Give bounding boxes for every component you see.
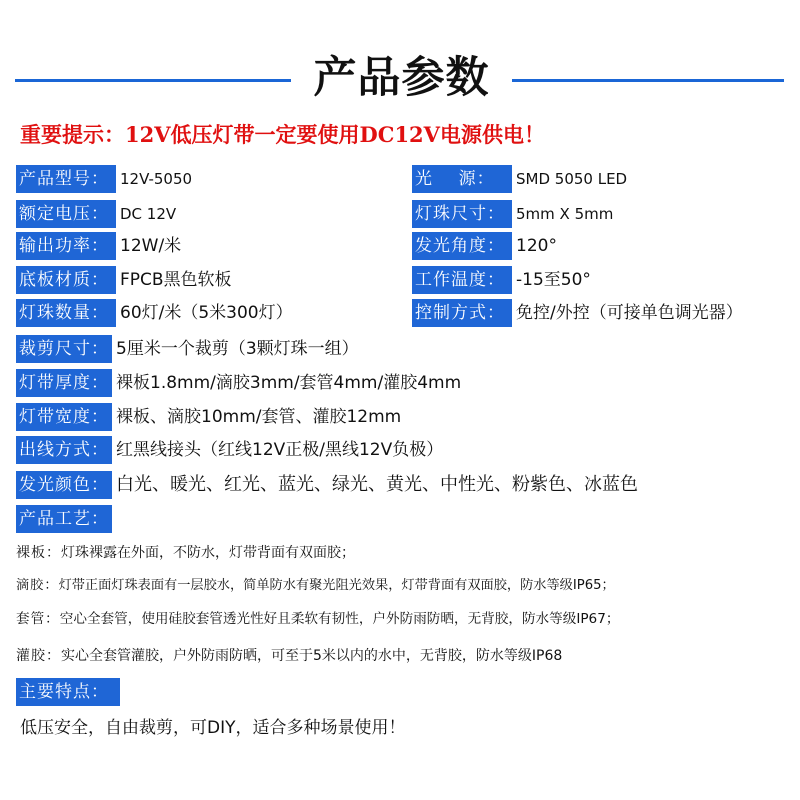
craft-item-epoxy: [16, 571, 615, 601]
param-light-source: [412, 165, 627, 193]
param-value: 裸板1.8mm/滴胶3mm/套管4mm/灌胶4mm: [116, 373, 462, 393]
param-label: 底板材质：: [16, 266, 116, 294]
craft-name: 灌胶：: [16, 648, 61, 664]
param-label: 光 源：: [412, 165, 512, 193]
param-label: 控制方式：: [412, 299, 512, 327]
craft-name: 裸板：: [16, 545, 61, 561]
param-value: 5厘米一个裁剪（3颗灯珠一组）: [116, 339, 359, 359]
param-value: 12V-5050: [120, 170, 193, 188]
param-label: 出线方式：: [16, 436, 112, 464]
param-cut-size: [16, 335, 359, 363]
page-title: 产品参数: [313, 53, 490, 103]
param-label: 工作温度：: [412, 266, 512, 294]
param-colors: [16, 471, 638, 499]
param-value: 免控/外控（可接单色调光器）: [516, 303, 743, 323]
craft-item-sleeve: [16, 604, 619, 634]
param-label: 发光颜色：: [16, 471, 112, 499]
craft-desc: 灯珠裸露在外面，不防水，灯带背面有双面胶；: [61, 545, 355, 561]
param-control: [412, 299, 743, 327]
param-voltage: [16, 200, 176, 228]
param-board: [16, 266, 232, 294]
param-label: 输出功率：: [16, 232, 116, 260]
craft-desc: 灯带正面灯珠表面有一层胶水，简单防水有聚光阻光效果，灯带背面有双面胶，防水等级IP65；: [58, 578, 615, 593]
features-text: 低压安全，自由裁剪，可DIY，适合多种场景使用！: [20, 718, 406, 738]
param-value: DC 12V: [120, 205, 177, 223]
param-model: [16, 165, 192, 193]
param-label: 灯珠数量：: [16, 299, 116, 327]
param-value: 12W/米: [120, 236, 182, 256]
param-label: 灯珠尺寸：: [412, 200, 512, 228]
param-width: [16, 403, 401, 431]
param-label: 发光角度：: [412, 232, 512, 260]
warning-text: 重要提示：12V低压灯带一定要使用DC12V电源供电！: [20, 122, 545, 147]
features-label: 主要特点：: [16, 678, 120, 706]
param-label: 产品型号：: [16, 165, 116, 193]
craft-name: 套管：: [16, 611, 60, 627]
craft-item-potting: [16, 641, 562, 671]
param-led-count: [16, 299, 293, 327]
param-value: -15至50°: [516, 270, 591, 290]
features-section-header: [16, 678, 120, 706]
craft-name: 滴胶：: [16, 578, 59, 593]
param-value: 白光、暖光、红光、蓝光、绿光、黄光、中性光、粉紫色、冰蓝色: [116, 474, 638, 495]
title-rule-right: [512, 79, 784, 82]
param-value: SMD 5050 LED: [516, 170, 628, 188]
param-power: [16, 232, 181, 260]
craft-section-header: [16, 505, 112, 533]
craft-desc: 实心全套管灌胶，户外防雨防晒，可至于5米以内的水中，无背胶，防水等级IP68: [61, 648, 563, 664]
param-temperature: [412, 266, 591, 294]
title-rule-left: [15, 79, 291, 82]
craft-desc: 空心全套管，使用硅胶套管透光性好且柔软有韧性，户外防雨防晒，无背胶，防水等级IP67；: [59, 611, 620, 627]
param-beam-angle: [412, 232, 557, 260]
craft-label: 产品工艺：: [16, 505, 112, 533]
param-label: 灯带厚度：: [16, 369, 112, 397]
craft-item-bare: [16, 538, 355, 568]
param-label: 额定电压：: [16, 200, 116, 228]
param-value: 红黑线接头（红线12V正极/黑线12V负极）: [116, 440, 444, 460]
param-wiring: [16, 436, 443, 464]
param-value: 裸板、滴胶10mm/套管、灌胶12mm: [116, 407, 402, 427]
param-value: 60灯/米（5米300灯）: [120, 303, 293, 323]
param-led-size: [412, 200, 613, 228]
param-value: 5mm X 5mm: [516, 205, 614, 223]
param-label: 裁剪尺寸：: [16, 335, 112, 363]
param-label: 灯带宽度：: [16, 403, 112, 431]
param-value: FPCB黑色软板: [120, 270, 232, 290]
param-value: 120°: [516, 236, 557, 256]
param-thickness: [16, 369, 461, 397]
